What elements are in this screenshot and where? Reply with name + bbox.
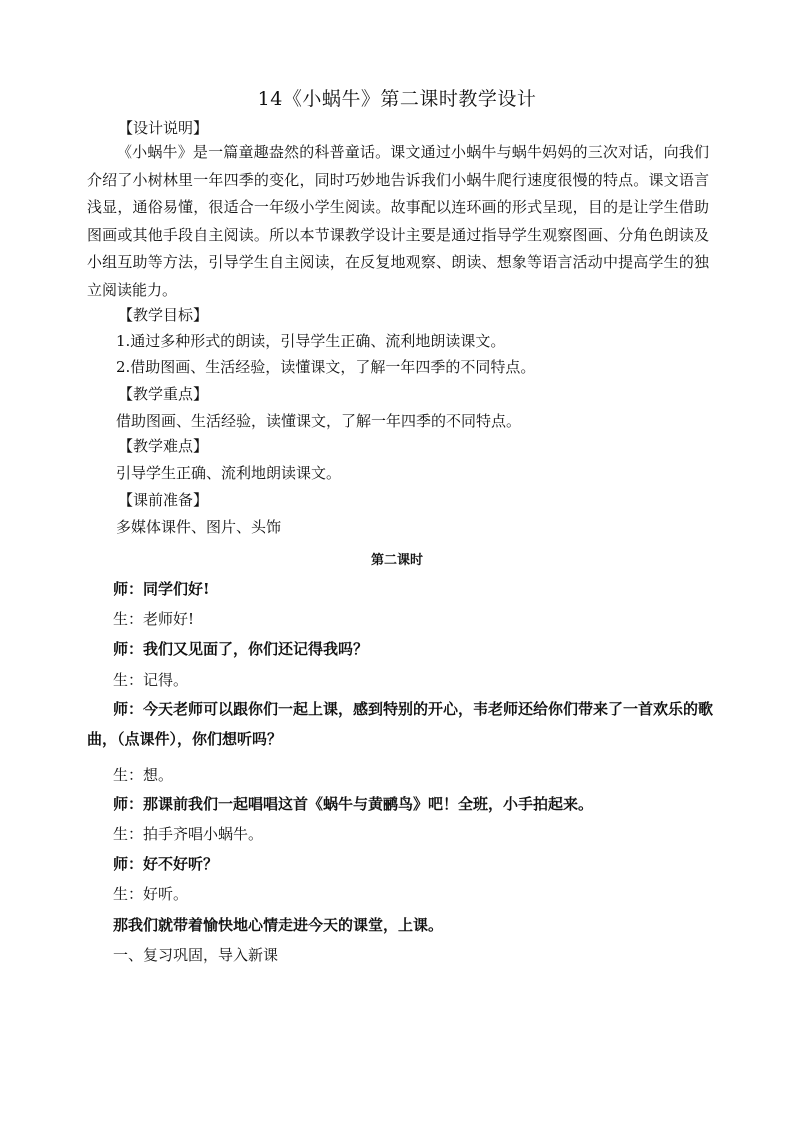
design-note-heading: 【设计说明】 — [118, 119, 209, 137]
key-point-heading: 【教学重点】 — [118, 385, 209, 403]
dialogue-line: 师：我们又见面了，你们还记得我吗？ — [113, 640, 369, 658]
goal-item-1: 1.通过多种形式的朗读，引导学生正确、流利地朗读课文。 — [116, 332, 506, 350]
difficulty-text: 引导学生正确、流利地朗读课文。 — [116, 464, 342, 482]
design-note-text: 《小蜗牛》是一篇童趣盎然的科普童话。课文通过小蜗牛与蜗牛妈妈的三次对话，向我们介绍了小树林里一年四季的变化，同时巧妙地告诉我们小蜗牛爬行速度很慢的特点。课文语言浅显，通俗易懂，很适合一年级小学生阅读。故事配以连环画的形式呈现，目的是让学生借助图画或其他手段自主阅读。所以本节课教学设计主要是通过指导学生观察图画、分角色朗读及小组互助等方法，引导学生自主阅读，在反复地观察、朗读、想象等语言活动中提高学生的独立阅读能力。 — [87, 143, 709, 299]
dialogue-line: 师：那课前我们一起唱唱这首《蜗牛与黄鹂鸟》吧！全班，小手拍起来。 — [113, 795, 594, 813]
goals-heading: 【教学目标】 — [118, 306, 209, 324]
preparation-text: 多媒体课件、图片、头饰 — [116, 518, 282, 536]
dialogue-line: 生：记得。 — [113, 671, 189, 689]
dialogue-line: 师：今天老师可以跟你们一起上课，感到特别的开心，韦老师还给你们带来了一首欢乐的歌曲，（点课件），你们想听吗？ — [87, 700, 714, 748]
dialogue-line: 生：拍手齐唱小蜗牛。 — [113, 825, 264, 843]
dialogue-line: 师：好不好听？ — [113, 855, 219, 873]
key-point-text: 借助图画、生活经验，读懂课文，了解一年四季的不同特点。 — [116, 412, 522, 430]
lesson-subtitle: 第二课时 — [370, 553, 423, 568]
goal-item-2: 2.借助图画、生活经验，读懂课文，了解一年四季的不同特点。 — [116, 358, 536, 376]
dialogue-line: 生：老师好! — [113, 610, 195, 628]
preparation-heading: 【课前准备】 — [118, 491, 209, 509]
document-title: 14《小蜗牛》第二课时教学设计 — [257, 88, 537, 110]
difficulty-heading: 【教学难点】 — [118, 437, 209, 455]
dialogue-line: 那我们就带着愉快地心情走进今天的课堂，上课。 — [113, 916, 444, 934]
dialogue-line: 生：想。 — [113, 766, 174, 784]
dialogue-line: 师：同学们好! — [113, 580, 210, 598]
dialogue-line: 生：好听。 — [113, 885, 189, 903]
section-heading-review: 一、复习巩固，导入新课 — [113, 946, 279, 964]
